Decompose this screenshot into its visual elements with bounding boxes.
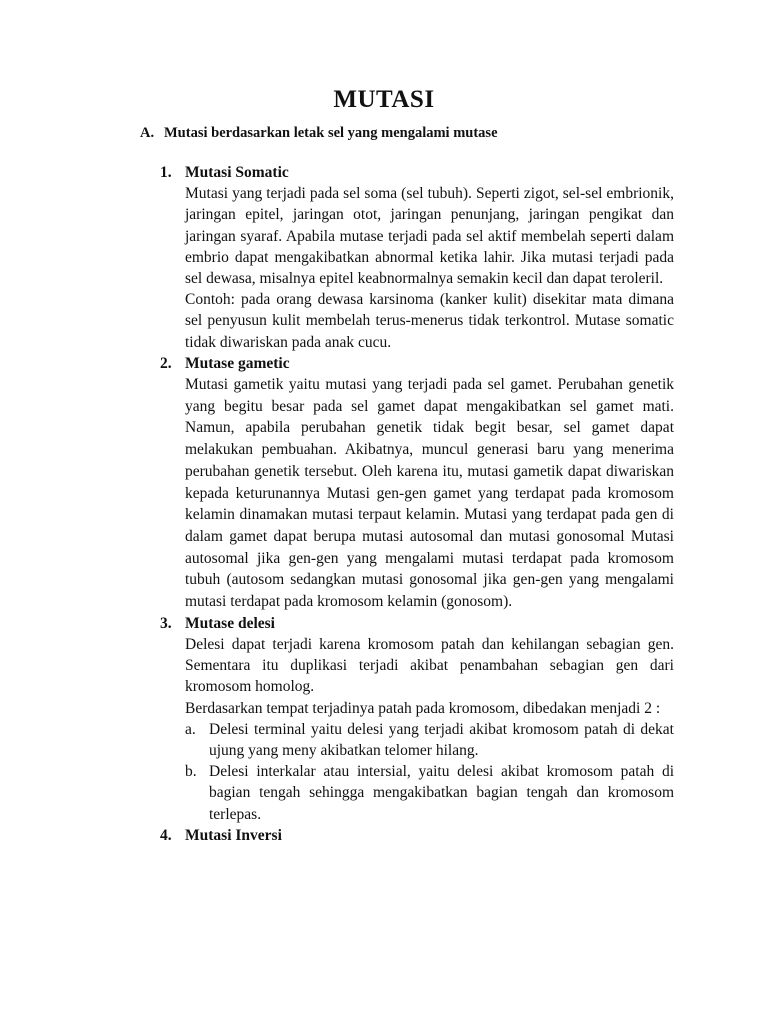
list-item-3 [160, 613, 674, 825]
item-heading [160, 162, 674, 183]
paragraph: Mutasi gametik yaitu mutasi yang terjadi pada sel gamet. Perubahan genetik yang begitu besar pada sel gamet dapat mengakibatkan sel gamet mati. Namun, apabila perubahan genetik tidak begit besar, sel gamet dapat melakukan pembuahan. Akibatnya, muncul generasi baru yang menerima perubahan genetik tersebut. Oleh karena itu, mutasi gametik dapat diwariskan kepada keturunannya Mutasi gen-gen gamet yang terdapat pada kromosom kelamin dinamakan mutasi terpaut kelamin. Mutasi yang terdapat pada gen di dalam gamet dapat berupa mutasi autosomal dan mutasi gonosomal Mutasi autosomal jika gen-gen yang mengalami mutasi terdapat pada kromosom tubuh (autosom sedangkan mutasi gonosomal jika gen-gen yang mengalami mutasi terdapat pada kromosom kelamin (gonosom). [185, 376, 674, 611]
sub-list [160, 719, 674, 825]
list-item-4 [160, 825, 674, 846]
item-number: 4. [160, 826, 172, 844]
list-item-2 [160, 353, 674, 613]
paragraph: Contoh: pada orang dewasa karsinoma (kanker kulit) disekitar mata dimana sel penyusun kulit membelah terus-menerus tidak terkontrol. Mutase somatic tidak diwariskan pada anak cucu. [185, 291, 674, 351]
paragraph: Mutasi yang terjadi pada sel soma (sel tubuh). Seperti zigot, sel-sel embrionik, jaringan epitel, jaringan otot, jaringan penunjang, jaringan pengikat dan jaringan syaraf. Apabila mutase terjadi pada sel aktif membelah seperti dalam embrio dapat mengakibatkan abnormal ketika lahir. Jika mutasi terjadi pada sel dewasa, misalnya epitel keabnormalnya semakin kecil dan dapat teroleril. [185, 185, 674, 288]
document-title: MUTASI [333, 86, 435, 113]
paragraph: Delesi dapat terjadi karena kromosom patah dan kehilangan sebagian gen. Sementara itu duplikasi terjadi akibat penambahan sebagian gen dari kromosom homolog. [185, 635, 674, 696]
item-number: 2. [160, 354, 172, 372]
sub-item-text: Delesi terminal yaitu delesi yang terjadi akibat kromosom patah di dekat ujung yang meny akibatkan telomer hilang. [209, 720, 674, 759]
list-item-1 [160, 162, 674, 353]
section-text: Mutasi berdasarkan letak sel yang mengalami mutase [164, 125, 498, 141]
sub-item-text: Delesi interkalar atau intersial, yaitu delesi akibat kromosom patah di bagian tengah sehingga mengakibatkan bagian tengah dan kromosom terlepas. [209, 763, 674, 823]
sub-list-item [185, 719, 674, 761]
sub-list-item [185, 761, 674, 825]
item-heading [160, 613, 674, 634]
paragraph: Berdasarkan tempat terjadinya patah pada kromosom, dibedakan menjadi 2 : [185, 699, 661, 717]
item-heading [160, 353, 674, 374]
item-number: 1. [160, 164, 172, 181]
item-heading [160, 825, 674, 846]
section-letter: A. [140, 125, 155, 141]
item-heading-text: Mutase delesi [185, 614, 275, 632]
section-heading [140, 125, 498, 142]
sub-item-label: b. [185, 763, 197, 781]
item-number: 3. [160, 614, 172, 632]
item-heading-text: Mutasi Inversi [185, 826, 282, 844]
item-heading-text: Mutasi Somatic [185, 164, 289, 181]
sub-item-label: a. [185, 720, 196, 738]
item-heading-text: Mutase gametic [185, 354, 290, 372]
document-content [160, 162, 674, 846]
